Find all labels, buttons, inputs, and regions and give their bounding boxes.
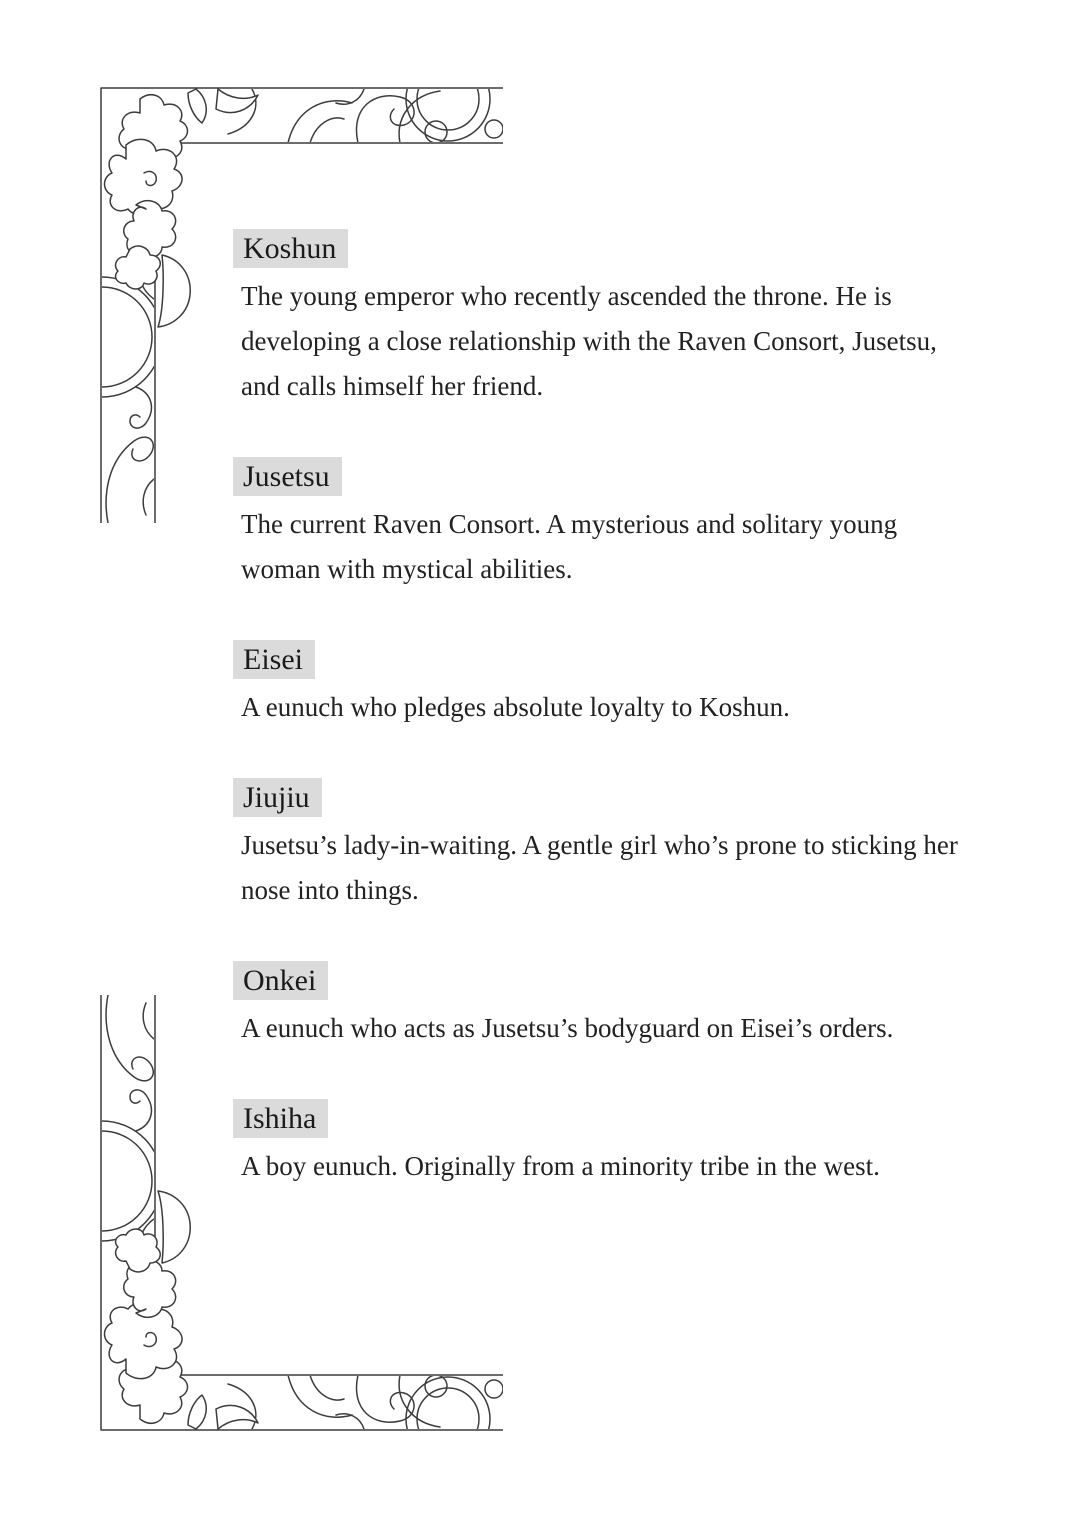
character-description-line: nose into things. [241,875,419,905]
character-description-line: developing a close relationship with the Raven Consort, Jusetsu, [241,326,937,356]
character-description-line: The young emperor who recently ascended the throne. He is [241,281,892,311]
character-description-line: and calls himself her friend. [241,371,544,401]
character-name: Jiujiu [233,778,322,817]
character-description-line: The current Raven Consort. A mysterious and solitary young [241,509,898,539]
character-list [233,229,993,1237]
character-description-line: A eunuch who pledges absolute loyalty to Koshun. [241,692,790,722]
character-name: Eisei [233,640,315,679]
character-description-line: woman with mystical abilities. [241,554,573,584]
character-entry-onkei [233,961,993,1051]
character-entry-jusetsu [233,457,993,592]
character-description-line: Jusetsu’s lady-in-waiting. A gentle girl who’s prone to sticking her [241,830,958,860]
character-description-line: A eunuch who acts as Jusetsu’s bodyguard on Eisei’s orders. [241,1013,894,1043]
character-entry-eisei [233,640,993,730]
character-name: Jusetsu [233,457,342,496]
character-entry-koshun [233,229,993,409]
character-entry-jiujiu [233,778,993,913]
character-entry-ishiha [233,1099,993,1189]
character-description-line: A boy eunuch. Originally from a minority tribe in the west. [241,1151,880,1181]
character-name: Onkei [233,961,328,1000]
character-name: Koshun [233,229,348,268]
character-name: Ishiha [233,1099,328,1138]
